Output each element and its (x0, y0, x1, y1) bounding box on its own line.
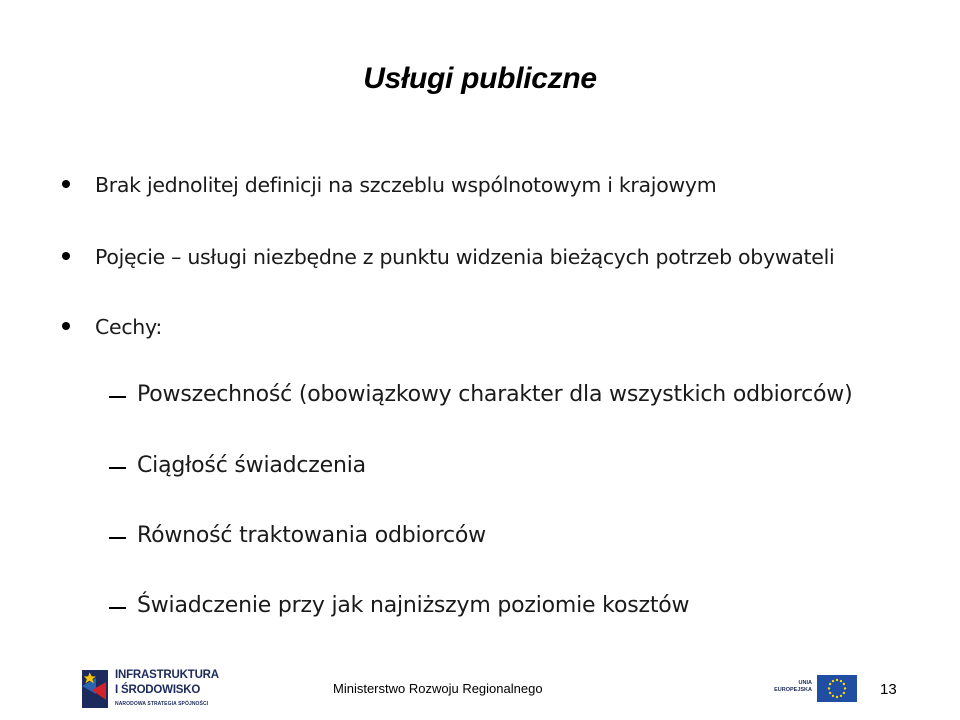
bullet-item (95, 245, 834, 269)
sub-bullet-item (137, 453, 366, 478)
page-number: 13 (880, 681, 897, 698)
sub-bullet-text: Równość traktowania odbiorców (137, 523, 486, 548)
eu-flag-icon (817, 675, 857, 702)
bullet-dot-icon (62, 180, 70, 188)
bullet-text: Brak jednolitej definicji na szczeblu wspólnotowym i krajowym (95, 173, 717, 197)
ministry-name: Ministerstwo Rozwoju Regionalnego (333, 681, 543, 696)
eu-label-line-2: EUROPEJSKA (774, 687, 812, 693)
sub-bullet-item (137, 523, 486, 548)
sub-bullet-item (137, 593, 689, 618)
bullet-text: Cechy: (95, 315, 162, 339)
logo-line-1: INFRASTRUKTURA (115, 669, 219, 681)
nss-emblem-icon (80, 668, 110, 710)
sub-bullet-text: Ciągłość świadczenia (137, 453, 366, 478)
bullet-item (95, 315, 162, 339)
dash-icon (109, 396, 126, 398)
eu-label-line-1: UNIA (798, 680, 812, 686)
dash-icon (109, 467, 126, 469)
bullet-dot-icon (62, 252, 70, 260)
infrastruktura-logo (80, 668, 219, 710)
dash-icon (109, 537, 126, 539)
sub-bullet-text: Świadczenie przy jak najniższym poziomie kosztów (137, 593, 690, 618)
sub-bullet-item (137, 382, 853, 407)
logo-line-3: NARODOWA STRATEGIA SPÓJNOŚCI (115, 701, 209, 707)
eu-label (770, 680, 812, 694)
slide-title: Usługi publiczne (363, 62, 597, 95)
logo-line-2: I ŚRODOWISKO (115, 684, 201, 696)
bullet-text: Pojęcie – usługi niezbędne z punktu widzenia bieżących potrzeb obywateli (95, 245, 835, 269)
dash-icon (109, 607, 126, 609)
bullet-dot-icon (62, 322, 70, 330)
sub-bullet-text: Powszechność (obowiązkowy charakter dla wszystkich odbiorców) (137, 382, 853, 407)
bullet-item (95, 173, 716, 197)
